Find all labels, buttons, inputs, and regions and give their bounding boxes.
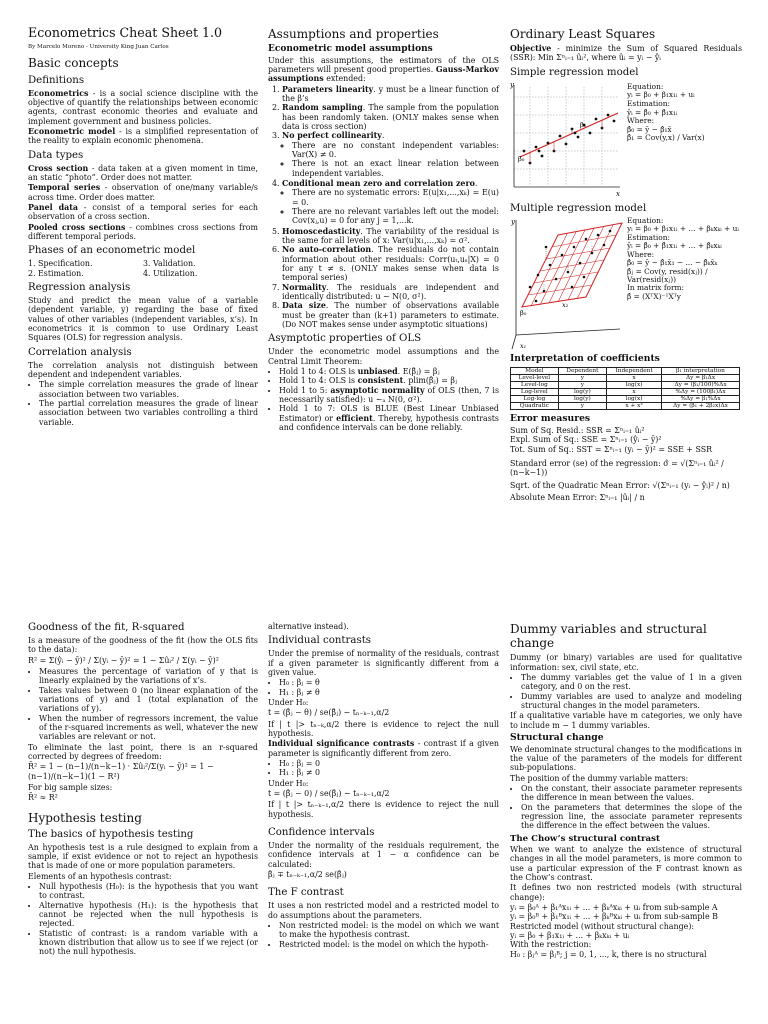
beta0-label: β₀ xyxy=(518,154,525,163)
individual-contrasts-intro: Under the premise of normality of the residuals, contrast if a given parameter is significantly different from a given value. xyxy=(268,649,499,678)
equation-restricted: yᵢ = β₀ + β₁x₁ᵢ + ... + βₖxₖᵢ + uᵢ xyxy=(510,930,630,940)
x1-axis xyxy=(516,329,620,335)
multiple-regression-heading: Multiple regression model xyxy=(510,202,647,214)
big-sample-formula: R̄² ≈ R² xyxy=(28,793,58,803)
table-row xyxy=(511,388,740,395)
error-measure-line: Expl. Sum of Sq.: SSE = Σⁿᵢ₌₁ (ŷᵢ − ȳ)² xyxy=(510,435,662,445)
table-cell: y xyxy=(558,374,606,381)
individual-statistic: t = (β̂ⱼ − θ) / se(β̂ⱼ) ∼ tₙ₋ₖ₋₁,α/2 xyxy=(268,708,390,718)
list-item: • H₁ : βⱼ ≠ θ xyxy=(279,688,499,697)
definitions-heading: Definitions xyxy=(28,74,85,86)
table-cell: Level-level xyxy=(511,374,559,381)
list-item: 6. No auto-correlation. The residuals do not contain information about other residuals: Corr(uₜ,uₛ|X) = 0 for any t ≠ s. (ONLY makes sense when data is temporal series) xyxy=(282,245,499,282)
phases-list xyxy=(28,259,258,278)
phase-item: 2. Estimation. xyxy=(28,268,84,278)
y-axis-label: y xyxy=(511,217,515,226)
list-item: • Takes values between 0 (no linear explanation of the variations of y) and 1 (total explanation of the variations of y). xyxy=(39,686,258,714)
x2-axis xyxy=(512,335,516,349)
table-header-cell: Model xyxy=(511,367,559,374)
data-type-item: Temporal series - observation of one/many variable/s across time. Order does matter. xyxy=(28,183,258,202)
formula-line: β̂₀ = ȳ − β̂₁x̄₁ − ... − β̂ₖx̄ₖ xyxy=(627,258,718,268)
significance-hypotheses xyxy=(268,759,499,778)
formula-line: β̂₁ = Cov(y,x) / Var(x) xyxy=(627,133,705,143)
structural-change-list xyxy=(510,784,742,831)
asymptotic-heading: Asymptotic properties of OLS xyxy=(268,333,422,345)
f-contrast-text: It uses a non restricted model and a restricted model to do assumptions about the parameters. xyxy=(268,901,499,920)
formula-line: β̂₀ = ȳ − β̂₁x̄ xyxy=(627,124,672,134)
list-item: • H₀ : βⱼ = θ xyxy=(279,678,499,687)
beta1-label: β₁ xyxy=(580,120,587,129)
y-axis-label: y xyxy=(510,80,514,89)
significance-statistic: t = (β̂ⱼ − 0) / se(β̂ⱼ) ∼ tₙ₋ₖ₋₁,α/2 xyxy=(268,788,390,798)
table-header-cell: Independent xyxy=(607,367,662,374)
table-row xyxy=(511,396,740,403)
list-item: ◦ There are no systematic errors: E(u|x₁,...,xₖ) = E(u) = 0. xyxy=(292,188,499,207)
simple-regression-formulas xyxy=(627,83,742,143)
list-item: • Non restricted model: is the model on which we want to make the hypothesis contrast. xyxy=(279,921,499,940)
list-item: • On the constant, their associate parameter represents the difference in mean between the values. xyxy=(521,784,742,803)
chow-text: When we want to analyze the existence of structural changes in all the model parameters, is more common to use a particular expression of the F contrast known as the Chow’s contrast. xyxy=(510,844,742,882)
table-cell: Quadratic xyxy=(511,403,559,410)
column-contrasts xyxy=(268,622,499,950)
adjusted-r-text: To eliminate the last point, there is an r-squared corrected by degrees of freedom: xyxy=(28,742,258,761)
definition-model: Econometric model - is a simplified representation of the reality to explain economic phenomena. xyxy=(28,126,258,146)
list-item: 5. Homoscedasticity. The variability of the residual is the same for all levels of x: Var(u|x₁,...,xₖ) = σ². xyxy=(282,227,499,246)
goodness-heading: Goodness of the fit, R-squared xyxy=(28,622,185,633)
table-row xyxy=(511,374,740,381)
structural-change-heading: Structural change xyxy=(510,731,604,743)
simple-regression-plot xyxy=(510,81,624,199)
formula-line: Equation: xyxy=(627,81,664,91)
goodness-intro: Is a measure of the goodness of the fit (how the OLS fits to the data): xyxy=(28,636,258,655)
list-item: ◦ There are no constant independent variables: Var(X) ≠ 0. xyxy=(292,141,499,160)
list-item: • Measures the percentage of variation of y that is linearly explained by the variations of x’s. xyxy=(39,667,258,686)
individual-rule: If | t |> tₙ₋ₖ,α/2 there is evidence to reject the null hypothesis. xyxy=(268,719,499,738)
restriction-label: With the restriction: xyxy=(510,940,592,950)
table-header-cell: Dependent xyxy=(558,367,606,374)
under-h0-label: Under H₀: xyxy=(268,698,309,707)
confidence-text: Under the normality of the residuals requirement, the confidence intervals at 1 − α confidence can be calculated: xyxy=(268,840,499,869)
sub-list xyxy=(282,188,499,225)
page-two xyxy=(0,614,768,1024)
r-squared-formula: R² = Σ(ŷᵢ − ȳ)² / Σ(yᵢ − ȳ)² = 1 − Σûᵢ² / Σ(yᵢ − ȳ)² xyxy=(28,655,219,665)
table-cell: x xyxy=(607,388,662,395)
list-item: • H₀ : βⱼ = 0 xyxy=(279,759,499,768)
column-dummy xyxy=(510,622,742,959)
f-contrast-heading: The F contrast xyxy=(268,887,344,899)
column-assumptions xyxy=(268,27,499,433)
chow-heading: The Chow’s structural contrast xyxy=(510,833,660,844)
error-measure-line: Tot. Sum of Sq.: SST = Σⁿᵢ₌₁ (yᵢ − ȳ)² = SSE + SSR xyxy=(510,444,713,454)
dummy-categories-text: If a qualitative variable have m categories, we only have to include m − 1 dummy variables. xyxy=(510,711,742,730)
list-item: ◦ There are no relevant variables left out the model: Cov(xⱼ,u) = 0 for any j = 1,...k. xyxy=(292,207,499,226)
error-measure-line: Standard error (se) of the regression: σ̂ = √(Σⁿᵢ₌₁ ûᵢ² / (n−k−1)) xyxy=(510,459,724,478)
table-cell: Δy = (β₁/100)%Δx xyxy=(662,381,740,388)
dummy-heading: Dummy variables and structural change xyxy=(510,622,707,651)
list-item: • H₁ : βⱼ ≠ 0 xyxy=(279,768,499,777)
list-item: • Dummy variables are used to analyze and modeling structural changes in the model parameters. xyxy=(521,692,742,711)
phases-heading: Phases of an econometric model xyxy=(28,245,196,257)
simple-regression-heading: Simple regression model xyxy=(510,66,639,78)
list-item: • The partial correlation measures the grade of linear association between two variables controlling a third variable. xyxy=(39,399,258,427)
f-contrast-list xyxy=(268,921,499,949)
column-basic-concepts xyxy=(28,26,258,428)
list-item: • Hold 1 to 4: OLS is unbiased. E(β̂ⱼ) = βⱼ xyxy=(279,367,499,376)
table-cell: log(y) xyxy=(558,388,606,395)
hypothesis-intro: An hypothesis test is a rule designed to explain from a sample, if exist evidence or not to reject an hypothesis that is made of one or more population parameters. xyxy=(28,842,258,871)
column-ols xyxy=(510,27,742,505)
regression-analysis-text: Study and predict the mean value of a variable (dependent variable, y) regarding the base of fixed values of other variables (independent variables, x’s). In econometrics it is common to use Ordinary Least Squares (OLS) for regression analysis. xyxy=(28,295,258,343)
simple-regression-figure xyxy=(510,81,742,199)
formula-line: ŷᵢ = β̂₀ + β̂₁x₁ᵢ xyxy=(627,107,678,117)
error-measure-line: Absolute Mean Error: Σⁿᵢ₌₁ |ûᵢ| / n xyxy=(510,493,645,503)
under-h0-label: Under H₀: xyxy=(268,778,309,788)
list-item: • Alternative hypothesis (H₁): is the hypothesis that cannot be rejected when the null hypothesis is rejected. xyxy=(39,901,258,929)
table-cell: x xyxy=(607,374,662,381)
x-axis-label: x xyxy=(616,189,620,198)
author-byline: By Marcelo Moreno - University King Juan Carlos xyxy=(28,43,169,50)
confidence-heading: Confidence intervals xyxy=(268,826,375,838)
residual-segments xyxy=(544,246,592,291)
list-item: 8. Data size. The number of observations available must be greater than (k+1) parameters to estimate. (Do NOT makes sense under asymptotic situations) xyxy=(282,301,499,329)
model-assumptions-heading: Econometric model assumptions xyxy=(268,44,433,55)
data-type-item: Pooled cross sections - combines cross sections from different temporal periods. xyxy=(28,222,258,241)
data-points xyxy=(523,113,616,164)
table-cell: Δy = β₁Δx xyxy=(662,374,740,381)
document-title: Econometrics Cheat Sheet 1.0 xyxy=(28,25,223,40)
list-item: 4. Conditional mean zero and correlation zero. ◦ There are no systematic errors: E(u|x₁,...,xₖ) = E(u) = 0. ◦ There are no relevant variables left out the model: Cov(xⱼ,u) = 0 for any j = 1,...k. xyxy=(282,179,499,226)
phase-item: 4. Utilization. xyxy=(143,268,198,278)
correlation-analysis-text: The correlation analysis not distinguish between dependent and independent variables. xyxy=(28,360,258,379)
dummy-list xyxy=(510,673,742,710)
equation-sample-a: yᵢ = β₀ᴬ + β₁ᴬx₁ᵢ + ... + βₖᴬxₖᵢ + uᵢ from sub-sample A xyxy=(510,902,718,912)
multiple-regression-figure xyxy=(510,217,742,351)
formula-line: Equation: xyxy=(627,215,664,225)
list-item: • Hold 1 to 5: asymptotic normality of OLS (then, 7 is necessarily satisfied): u ∼ₐ N(0, σ²). xyxy=(279,386,499,405)
assumptions-intro: Under this assumptions, the estimators of the OLS parameters will present good properties. Gauss-Markov assumptions extended: xyxy=(268,55,499,84)
list-item: • When the number of regressors increment, the value of the r-squared increments as well, whatever the new variables are relevant or not. xyxy=(39,714,258,742)
table-cell: x + x² xyxy=(607,403,662,410)
table-header-row xyxy=(511,367,740,374)
formula-line: Where: xyxy=(627,116,655,126)
hypothesis-basics-heading: The basics of hypothesis testing xyxy=(28,828,194,840)
big-sample-text: For big sample sizes: xyxy=(28,782,113,792)
individual-contrasts-heading: Individual contrasts xyxy=(268,635,372,647)
error-measures-heading: Error measures xyxy=(510,413,591,425)
table-cell: log(x) xyxy=(607,381,662,388)
table-cell: log(x) xyxy=(607,396,662,403)
multiple-regression-plot xyxy=(510,217,624,351)
hypothesis-heading: Hypothesis testing xyxy=(28,810,142,825)
formula-line: ŷᵢ = β̂₀ + β̂₁x₁ᵢ + ... + β̂ₖxₖᵢ xyxy=(627,241,722,251)
formula-line: In matrix form: xyxy=(627,283,685,293)
assumptions-list xyxy=(268,85,499,330)
data-types-heading: Data types xyxy=(28,149,84,161)
list-item: 1. Parameters linearity. y must be a linear function of the β’s xyxy=(282,85,499,104)
definition-econometrics: Econometrics - is a social science discipline with the objective of quantify the relationships between economic agents, contrast economic theories and evaluate and implement government and business policies. xyxy=(28,88,258,126)
individual-hypotheses xyxy=(268,678,499,697)
table-cell: y xyxy=(558,381,606,388)
hypothesis-list xyxy=(28,882,258,957)
multiple-regression-formulas xyxy=(627,217,742,301)
sub-list xyxy=(282,141,499,178)
adjusted-r-formula: R̄² = 1 − (n−1)/(n−k−1) · Σûᵢ²/Σ(yᵢ − ȳ)² = 1 − (n−1)/(n−k−1)(1 − R²) xyxy=(28,762,214,781)
list-item: 7. Normality. The residuals are independent and identically distributed: u ∼ N(0, σ²). xyxy=(282,283,499,302)
formula-line: Estimation: xyxy=(627,232,670,242)
restriction-hypothesis: H₀ : βⱼᴬ = βⱼᴮ; j = 0, 1, ..., k, there is no structural xyxy=(510,949,707,959)
table-cell: log(y) xyxy=(558,396,606,403)
table-cell: Δy = (β₁ + 2β₂x)Δx xyxy=(662,403,740,410)
list-item: • Restricted model: is the model on which the hypoth- xyxy=(279,940,499,949)
correlation-list xyxy=(28,380,258,427)
hypothesis-elements: Elements of an hypothesis contrast: xyxy=(28,871,172,881)
significance-rule: If | t |> tₙ₋ₖ₋₁,α/2 there is evidence to reject the null hypothesis. xyxy=(268,800,499,819)
ols-objective: Objective - minimize the Sum of Squared Residuals (SSR): Min Σⁿᵢ₌₁ ûᵢ², where ûᵢ = yᵢ − ŷᵢ xyxy=(510,44,742,63)
ols-heading: Ordinary Least Squares xyxy=(510,27,656,41)
formula-line: Estimation: xyxy=(627,99,670,108)
x1-axis-label: x₁ xyxy=(520,341,527,350)
formula-line: yᵢ = β₀ + β₁x₁ᵢ + ... + βₖxₖᵢ + uᵢ xyxy=(627,224,739,234)
list-item: • On the parameters that determines the slope of the regression line, the associate parameter represents the difference in the effect between the values. xyxy=(521,803,742,831)
interpretation-table xyxy=(510,367,740,410)
asymptotic-list xyxy=(268,367,499,432)
restricted-model-label: Restricted model (without structural change): xyxy=(510,921,695,931)
dummy-position-text: The position of the dummy variable matters: xyxy=(510,773,689,783)
significance-intro: Individual significance contrasts - contrast if a given parameter is significantly different from zero. xyxy=(268,739,499,758)
interpretation-heading: Interpretation of coefficients xyxy=(510,352,660,364)
table-row xyxy=(511,403,740,410)
formula-line: Where: xyxy=(627,249,655,259)
table-row xyxy=(511,381,740,388)
continued-text: alternative instead). xyxy=(268,622,349,631)
structural-change-text: We denominate structural changes to the modifications in the value of the parameters of the models for different sub-populations. xyxy=(510,744,742,773)
formula-line: β̂ⱼ = Cov(y, resid(xⱼ)) / Var(resid(xⱼ)) xyxy=(627,266,708,284)
table-header-cell: β₁ interpretation xyxy=(662,367,740,374)
list-item: 2. Random sampling. The sample from the population has been randomly taken. (ONLY makes sense when data is cross section) xyxy=(282,103,499,131)
confidence-formula: β̂ⱼ ∓ tₙ₋ₖ₋₁,α/2 se(β̂ⱼ) xyxy=(268,869,347,879)
phase-item: 1. Specification. xyxy=(28,259,93,269)
table-cell: %Δy = β₁%Δx xyxy=(662,396,740,403)
list-item: 3. No perfect collinearity. ◦ There are no constant independent variables: Var(X) ≠ 0. ◦ There is not an exact linear relation between independent variables. xyxy=(282,131,499,178)
beta0-label: β₀ xyxy=(520,308,527,317)
column-fit-hypothesis xyxy=(28,622,258,958)
regression-analysis-heading: Regression analysis xyxy=(28,281,131,293)
basic-concepts-heading: Basic concepts xyxy=(28,56,119,71)
x2-axis-label: x₂ xyxy=(562,300,569,309)
list-item: • The simple correlation measures the grade of linear association between two variables. xyxy=(39,380,258,399)
error-measure-line: Sum of Sq. Resid.: SSR = Σⁿᵢ₌₁ ûᵢ² xyxy=(510,426,645,436)
list-item: • The dummy variables get the value of 1 in a given category, and 0 on the rest. xyxy=(521,673,742,692)
list-item: • Statistic of contrast: is a random variable with a known distribution that allow us to see if we reject (or not) the null hypothesis. xyxy=(39,929,258,957)
assumptions-heading: Assumptions and properties xyxy=(268,27,439,41)
chow-text-models: It defines two non restricted models (with structural change): xyxy=(510,883,742,902)
goodness-list xyxy=(28,667,258,742)
list-item: • Null hypothesis (H₀): is the hypothesis that you want to contrast. xyxy=(39,882,258,901)
formula-line: β̂ = (XᵀX)⁻¹Xᵀy xyxy=(627,291,681,301)
equation-sample-b: yᵢ = β₀ᴮ + β₁ᴮx₁ᵢ + ... + βₖᴮxₖᵢ + uᵢ from sub-sample B xyxy=(510,912,718,922)
plane-mesh xyxy=(528,225,616,306)
correlation-analysis-heading: Correlation analysis xyxy=(28,346,132,358)
asymptotic-intro: Under the econometric model assumptions and the Central Limit Theorem: xyxy=(268,347,499,366)
table-cell: y xyxy=(558,403,606,410)
list-item: • Hold 1 to 4: OLS is consistent. plim(β̂ⱼ) = βⱼ xyxy=(279,376,499,385)
table-cell: %Δy = (100β₁)Δx xyxy=(662,388,740,395)
table-cell: Level-log xyxy=(511,381,559,388)
data-type-item: Cross section - data taken at a given moment in time, an static “photo”. Order does not matter. xyxy=(28,163,258,182)
formula-line: yᵢ = β₀ + β₁x₁ᵢ + uᵢ xyxy=(627,90,695,100)
error-measure-line: Sqrt. of the Quadratic Mean Error: √(Σⁿᵢ₌₁ (yᵢ − ŷᵢ)² / n) xyxy=(510,480,730,490)
phase-item: 3. Validation. xyxy=(143,259,196,269)
list-item: ◦ There is not an exact linear relation between independent variables. xyxy=(292,159,499,178)
table-cell: Log-log xyxy=(511,396,559,403)
table-cell: Log-level xyxy=(511,388,559,395)
dummy-intro: Dummy (or binary) variables are used for qualitative information: sex, civil state, etc. xyxy=(510,653,742,672)
regression-line xyxy=(520,113,618,157)
list-item: • Hold 1 to 7: OLS is BLUE (Best Linear Unbiased Estimator) or efficient. Thereby, hypothesis contrasts and confidence intervals can be done reliably. xyxy=(279,404,499,432)
data-type-item: Panel data - consist of a temporal series for each observation of a cross section. xyxy=(28,202,259,222)
